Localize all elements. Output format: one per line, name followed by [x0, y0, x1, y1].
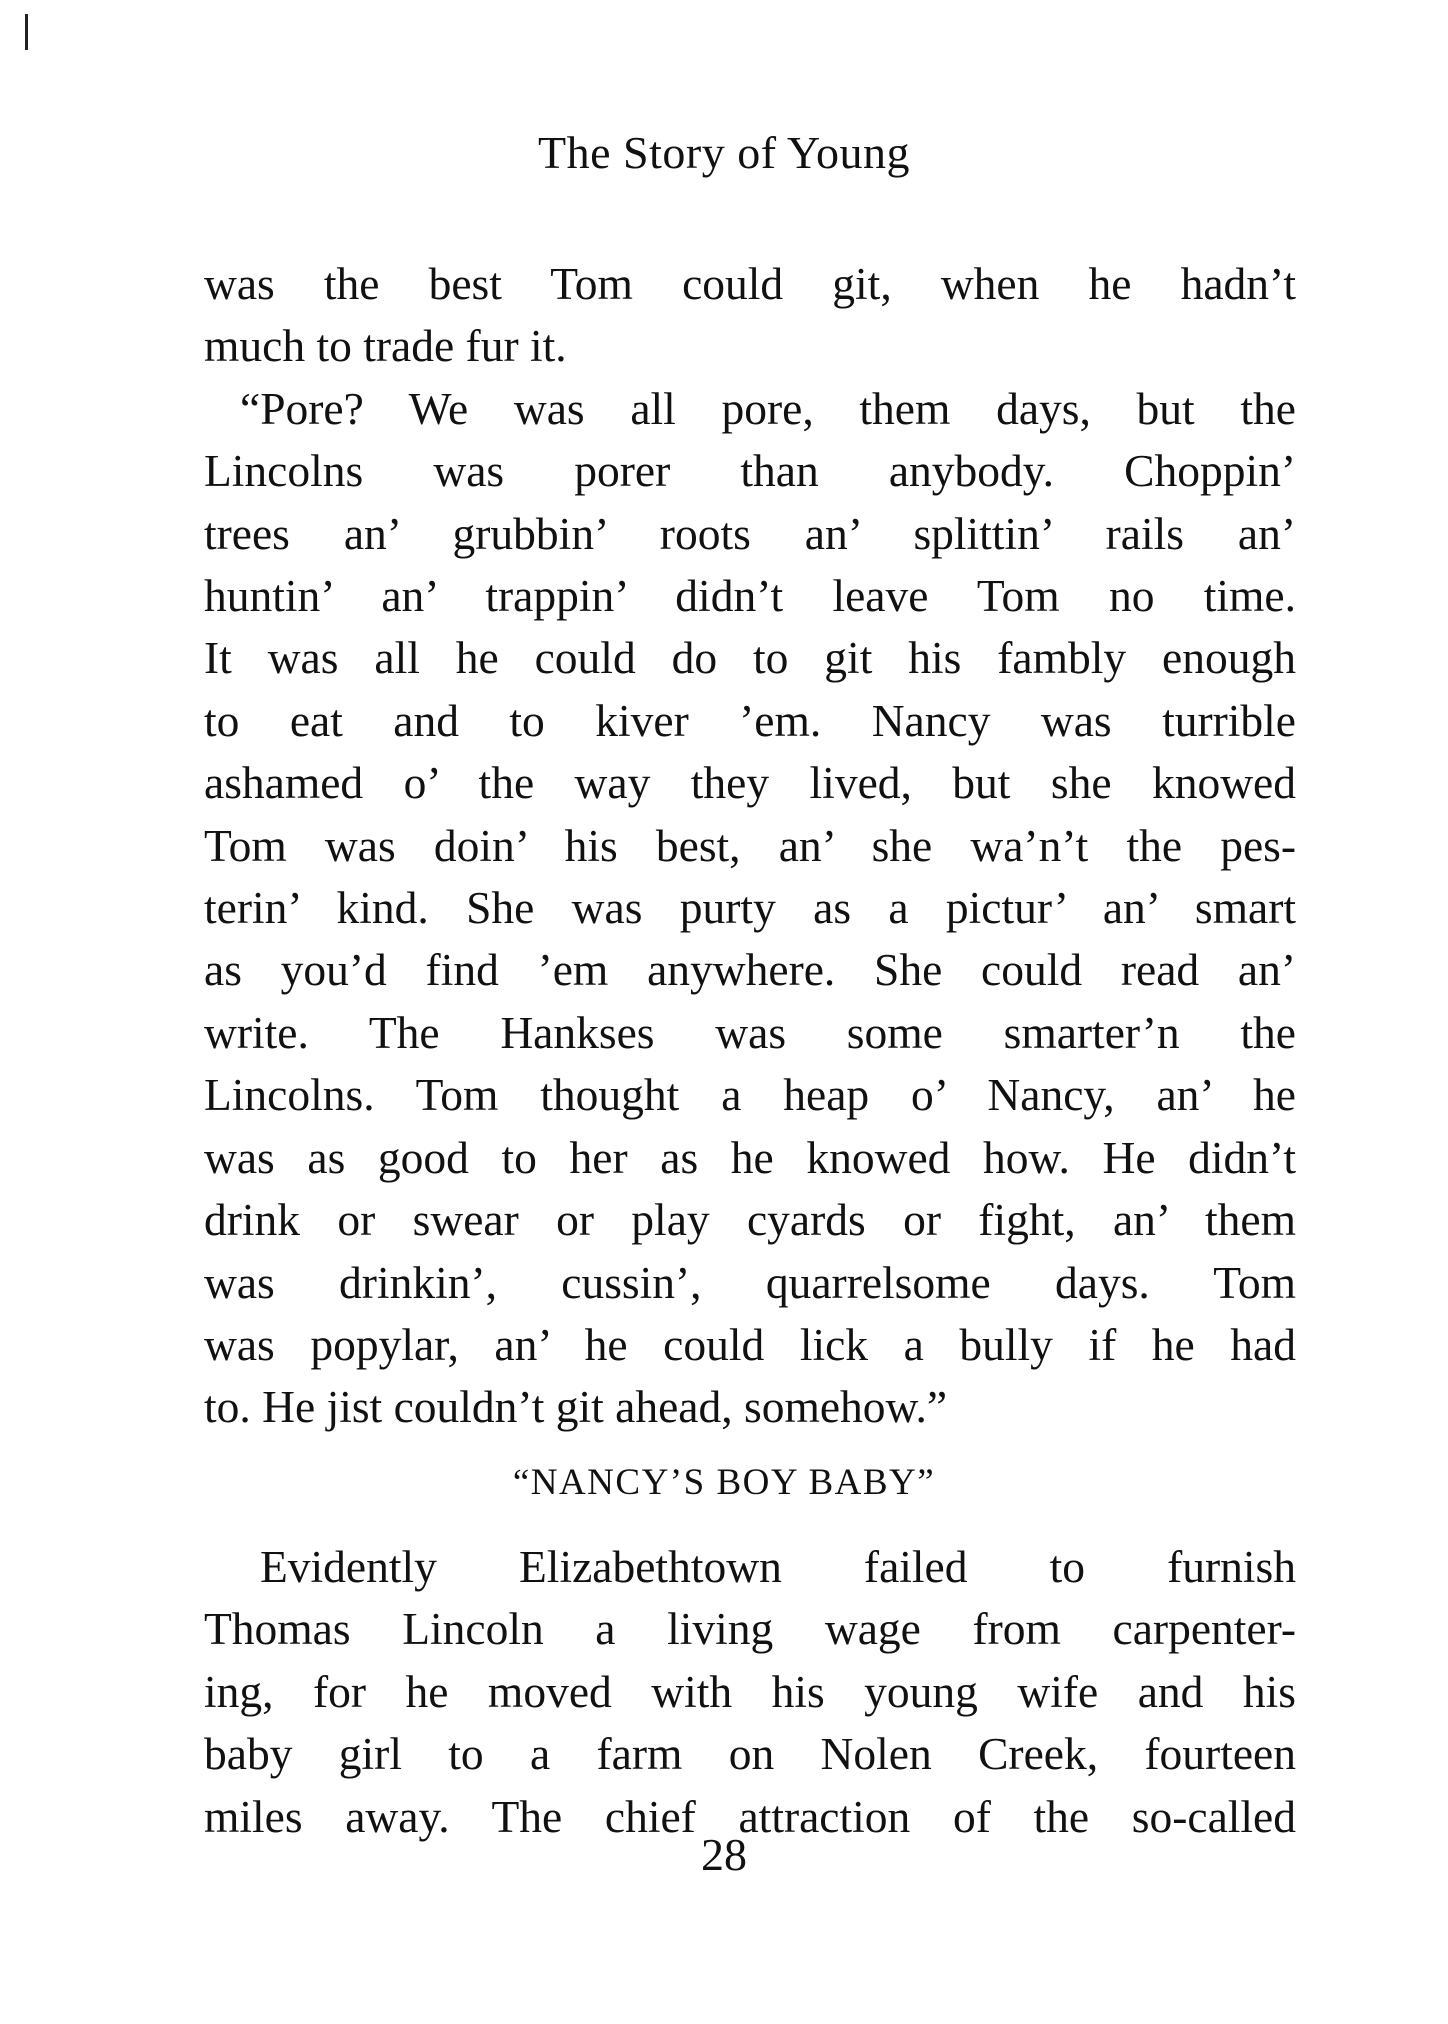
text-line: “Pore? We was all pore, them days, but the [240, 382, 1296, 434]
text-line: It was all he could do to git his fambly enough [204, 632, 1296, 684]
page-number: 28 [701, 1829, 747, 1880]
text-line: terin’ kind. She was purty as a pictur’ an’ smart [204, 882, 1296, 934]
text-line: to. He jist couldn’t git ahead, somehow.” [204, 1381, 948, 1433]
body-text-top [204, 253, 1296, 1439]
text-line: baby girl to a farm on Nolen Creek, fourteen [204, 1728, 1296, 1780]
text-line: to eat and to kiver ’em. Nancy was turrible [204, 694, 1296, 746]
text-line: drink or swear or play cyards or fight, an’ them [204, 1194, 1296, 1246]
text-line: much to trade fur it. [204, 320, 567, 372]
text-line: trees an’ grubbin’ roots an’ splittin’ rails an’ [204, 507, 1296, 559]
text-line: as you’d find ’em anywhere. She could read an’ [204, 944, 1296, 996]
text-line: Evidently Elizabethtown failed to furnish [260, 1541, 1296, 1592]
text-line: ing, for he moved with his young wife and his [204, 1665, 1296, 1717]
text-line: was as good to her as he knowed how. He didn’t [204, 1131, 1296, 1183]
paragraph-1 [204, 253, 1296, 378]
text-line: Thomas Lincoln a living wage from carpenter- [204, 1603, 1296, 1655]
section-subheading: “NANCY’S BOY BABY” [512, 1462, 936, 1503]
text-line: Tom was doin’ his best, an’ she wa’n’t the pes- [204, 819, 1296, 871]
text-line: Lincolns was porer than anybody. Choppin’ [204, 445, 1296, 497]
paragraph-2 [204, 378, 1296, 1439]
text-line: ashamed o’ the way they lived, but she knowed [204, 757, 1296, 809]
running-head: The Story of Young [538, 127, 910, 178]
text-line: miles away. The chief attraction of the so-called [204, 1790, 1296, 1842]
scan-edge-mark [25, 14, 28, 50]
text-line: was drinkin’, cussin’, quarrelsome days. Tom [204, 1256, 1296, 1308]
text-line: huntin’ an’ trappin’ didn’t leave Tom no time. [204, 570, 1296, 622]
text-line: was popylar, an’ he could lick a bully if he had [204, 1318, 1296, 1370]
body-text-bottom [204, 1536, 1296, 1848]
paragraph-3 [204, 1536, 1296, 1848]
text-line: write. The Hankses was some smarter’n the [204, 1006, 1296, 1058]
text-line: Lincolns. Tom thought a heap o’ Nancy, an’ he [204, 1069, 1296, 1121]
text-line: was the best Tom could git, when he hadn’t [204, 258, 1296, 309]
